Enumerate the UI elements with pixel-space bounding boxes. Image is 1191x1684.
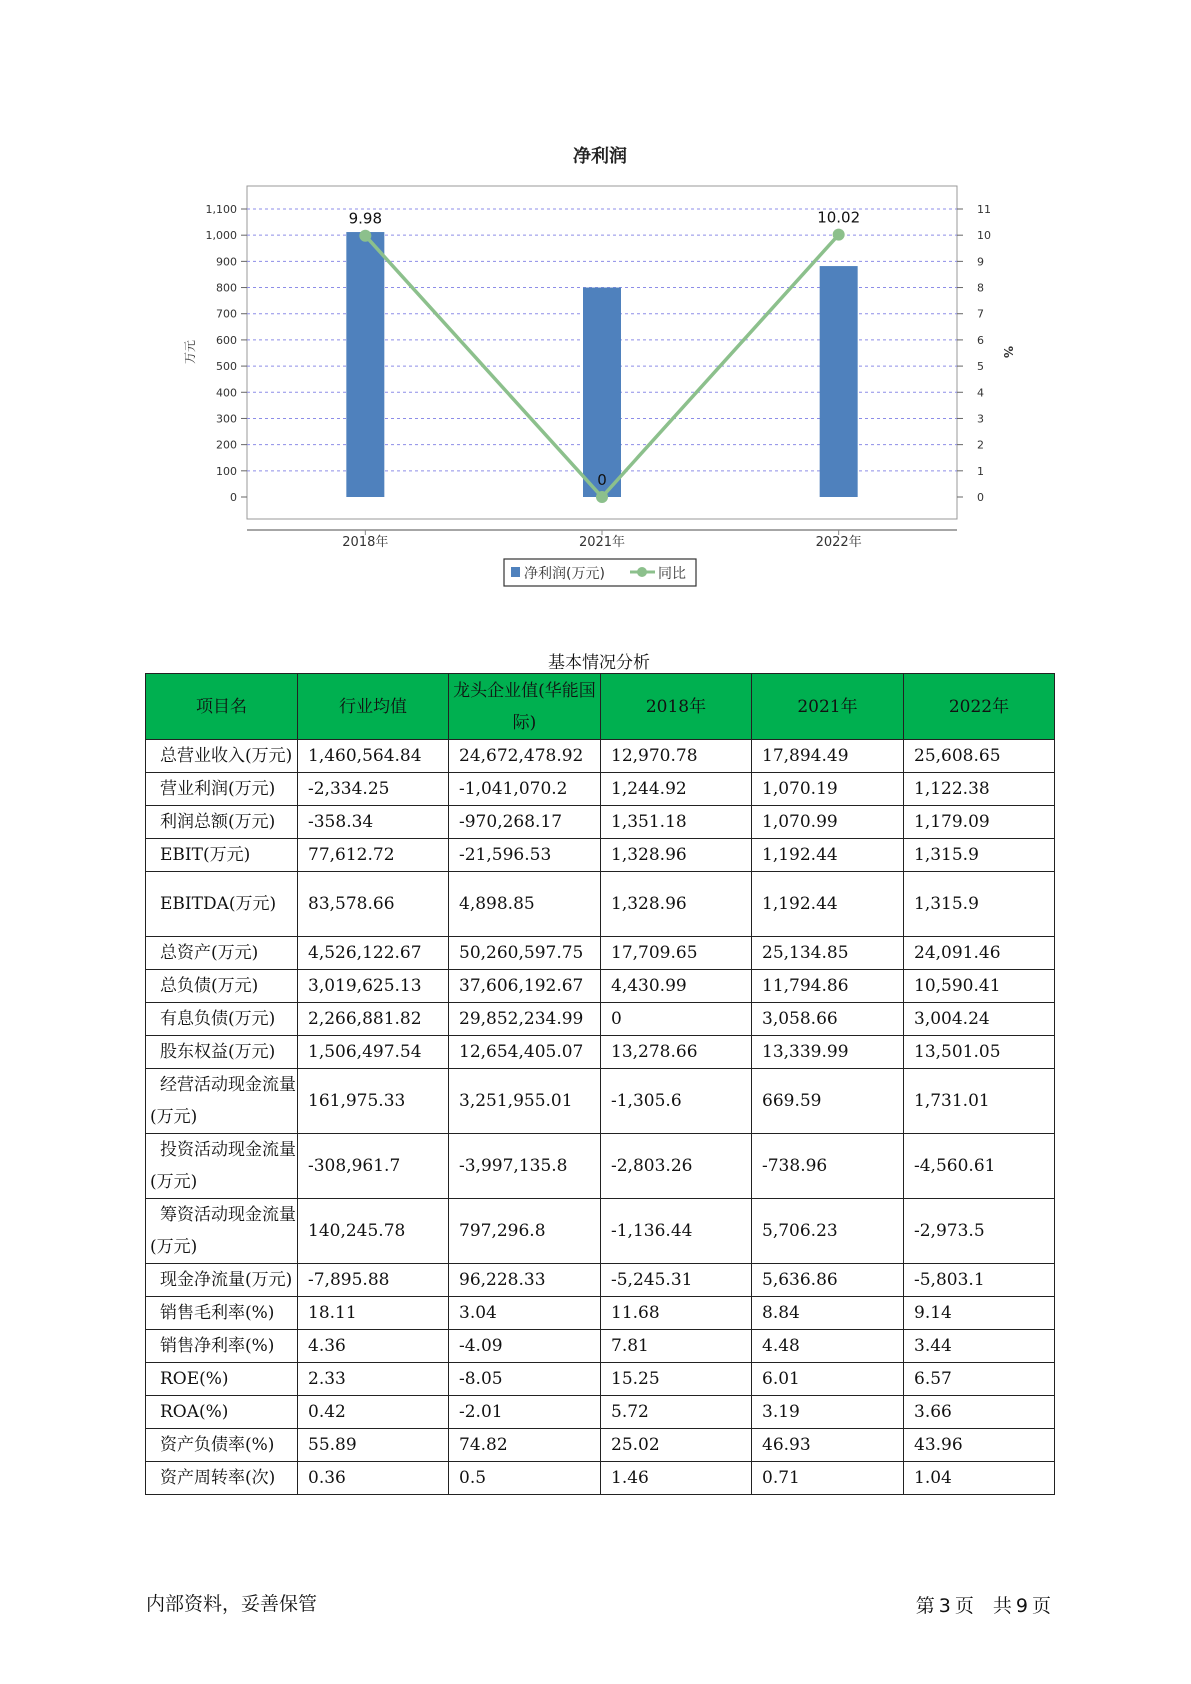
page-mid: 页 共 <box>954 1595 1012 1617</box>
table-row <box>146 740 1055 773</box>
table-cell: 0.5 <box>449 1462 601 1495</box>
table-cell: 1,179.09 <box>904 806 1055 839</box>
table-cell: 25,608.65 <box>904 740 1055 773</box>
table-row <box>146 773 1055 806</box>
table-cell: -2.01 <box>449 1396 601 1429</box>
left-tick-label: 100 <box>216 464 237 478</box>
table-cell: 17,894.49 <box>752 740 904 773</box>
right-tick-label: 9 <box>977 255 984 269</box>
table-cell: 9.14 <box>904 1297 1055 1330</box>
table-row <box>146 1429 1055 1462</box>
left-tick-label: 400 <box>216 386 237 400</box>
table-cell: 1,460,564.84 <box>298 740 449 773</box>
table-cell: 0 <box>601 1003 752 1036</box>
footer-confidential-note: 内部资料，妥善保管 <box>146 1593 318 1615</box>
table-cell: 18.11 <box>298 1297 449 1330</box>
table-cell: 4,898.85 <box>449 872 601 937</box>
table-cell: 77,612.72 <box>298 839 449 872</box>
bar-2022年 <box>820 266 858 497</box>
yoy-data-label: 0 <box>597 471 607 489</box>
table-row <box>146 1462 1055 1495</box>
left-axis-title: 万元 <box>183 339 197 365</box>
right-tick-label: 6 <box>977 333 984 347</box>
table-cell: 7.81 <box>601 1330 752 1363</box>
right-tick-label: 10 <box>977 229 991 243</box>
table-cell: 83,578.66 <box>298 872 449 937</box>
table-cell: 15.25 <box>601 1363 752 1396</box>
left-tick-label: 500 <box>216 360 237 374</box>
table-row <box>146 1003 1055 1036</box>
table-row-label: 销售净利率(%) <box>146 1330 298 1363</box>
table-row <box>146 1036 1055 1069</box>
table-cell: -1,041,070.2 <box>449 773 601 806</box>
table-cell: -4,560.61 <box>904 1134 1055 1199</box>
table-row-label: 销售毛利率(%) <box>146 1297 298 1330</box>
table-row-label: 筹资活动现金流量(万元) <box>146 1199 298 1264</box>
table-row <box>146 937 1055 970</box>
table-row <box>146 1330 1055 1363</box>
table-cell: 1,731.01 <box>904 1069 1055 1134</box>
left-tick-label: 200 <box>216 438 237 452</box>
table-cell: 0.36 <box>298 1462 449 1495</box>
table-cell: 17,709.65 <box>601 937 752 970</box>
table-cell: 0.42 <box>298 1396 449 1429</box>
table-cell: 1,192.44 <box>752 839 904 872</box>
table-row-label: 投资活动现金流量(万元) <box>146 1134 298 1199</box>
page-suffix: 页 <box>1031 1595 1051 1617</box>
table-cell: 6.01 <box>752 1363 904 1396</box>
left-tick-label: 800 <box>216 281 237 295</box>
table-row-label: ROE(%) <box>146 1363 298 1396</box>
table-row-label: 总资产(万元) <box>146 937 298 970</box>
table-cell: -1,305.6 <box>601 1069 752 1134</box>
table-cell: 43.96 <box>904 1429 1055 1462</box>
table-cell: 1,328.96 <box>601 839 752 872</box>
footer-page-number <box>914 1591 1053 1618</box>
page-prefix: 第 <box>915 1595 935 1617</box>
yoy-point <box>596 491 608 503</box>
table-row-label: 现金净流量(万元) <box>146 1264 298 1297</box>
table-cell: 12,654,405.07 <box>449 1036 601 1069</box>
chart-title: 净利润 <box>573 146 627 167</box>
table-cell: -358.34 <box>298 806 449 839</box>
table-cell: 13,501.05 <box>904 1036 1055 1069</box>
table-cell: 4,430.99 <box>601 970 752 1003</box>
table-cell: 6.57 <box>904 1363 1055 1396</box>
table-caption: 基本情况分析 <box>548 653 650 673</box>
table-cell: 55.89 <box>298 1429 449 1462</box>
legend-line-marker <box>637 567 647 577</box>
table-cell: 5,636.86 <box>752 1264 904 1297</box>
basic-analysis-table <box>145 673 1055 1495</box>
legend-line-label: 同比 <box>658 566 686 582</box>
table-cell: 37,606,192.67 <box>449 970 601 1003</box>
left-tick-label: 1,100 <box>205 203 237 216</box>
table-row-label: 有息负债(万元) <box>146 1003 298 1036</box>
table-cell: 13,339.99 <box>752 1036 904 1069</box>
table-cell: -7,895.88 <box>298 1264 449 1297</box>
right-tick-label: 3 <box>977 412 984 426</box>
table-cell: 1,315.9 <box>904 872 1055 937</box>
table-cell: 3,251,955.01 <box>449 1069 601 1134</box>
table-cell: 0.71 <box>752 1462 904 1495</box>
table-row <box>146 1069 1055 1134</box>
table-cell: 24,091.46 <box>904 937 1055 970</box>
table-row <box>146 806 1055 839</box>
right-tick-label: 7 <box>977 307 984 321</box>
table-row <box>146 970 1055 1003</box>
table-cell: 74.82 <box>449 1429 601 1462</box>
table-cell: 2.33 <box>298 1363 449 1396</box>
table-row <box>146 1297 1055 1330</box>
table-cell: 3.04 <box>449 1297 601 1330</box>
table-cell: 50,260,597.75 <box>449 937 601 970</box>
table-row <box>146 872 1055 937</box>
table-cell: -5,245.31 <box>601 1264 752 1297</box>
left-tick-label: 300 <box>216 412 237 426</box>
legend-bar-swatch <box>511 567 520 577</box>
right-tick-label: 8 <box>977 281 984 295</box>
table-row <box>146 1199 1055 1264</box>
table-row-label: 总负债(万元) <box>146 970 298 1003</box>
table-cell: 25,134.85 <box>752 937 904 970</box>
table-cell: -3,997,135.8 <box>449 1134 601 1199</box>
right-axis-title: % <box>1001 345 1015 359</box>
table-cell: 3.44 <box>904 1330 1055 1363</box>
table-cell: 5.72 <box>601 1396 752 1429</box>
table-cell: 5,706.23 <box>752 1199 904 1264</box>
table-cell: 1,070.99 <box>752 806 904 839</box>
right-tick-label: 4 <box>977 386 984 400</box>
table-cell: 1,351.18 <box>601 806 752 839</box>
table-cell: 12,970.78 <box>601 740 752 773</box>
table-cell: 1,506,497.54 <box>298 1036 449 1069</box>
table-row-label: 营业利润(万元) <box>146 773 298 806</box>
table-row-label: 总营业收入(万元) <box>146 740 298 773</box>
table-cell: 669.59 <box>752 1069 904 1134</box>
right-tick-label: 11 <box>977 203 991 216</box>
table-cell: 46.93 <box>752 1429 904 1462</box>
bar-2018年 <box>346 232 384 497</box>
table-row <box>146 1134 1055 1199</box>
table-cell: 1,192.44 <box>752 872 904 937</box>
right-tick-label: 2 <box>977 438 984 452</box>
table-row-label: 资产负债率(%) <box>146 1429 298 1462</box>
table-cell: -5,803.1 <box>904 1264 1055 1297</box>
table-cell: 1,244.92 <box>601 773 752 806</box>
table-cell: 4.48 <box>752 1330 904 1363</box>
table-cell: 25.02 <box>601 1429 752 1462</box>
table-cell: -21,596.53 <box>449 839 601 872</box>
table-row-label: 资产周转率(次) <box>146 1462 298 1495</box>
table-row-label: ROA(%) <box>146 1396 298 1429</box>
table-row <box>146 839 1055 872</box>
table-row <box>146 1264 1055 1297</box>
net-profit-chart <box>0 0 1191 600</box>
table-cell: 29,852,234.99 <box>449 1003 601 1036</box>
table-cell: 2,266,881.82 <box>298 1003 449 1036</box>
right-tick-label: 5 <box>977 360 984 374</box>
table-cell: 140,245.78 <box>298 1199 449 1264</box>
table-header-cell: 2022年 <box>904 674 1055 740</box>
table-row-label: EBITDA(万元) <box>146 872 298 937</box>
table-row-label: 经营活动现金流量(万元) <box>146 1069 298 1134</box>
table-cell: 11,794.86 <box>752 970 904 1003</box>
table-cell: -308,961.7 <box>298 1134 449 1199</box>
table-cell: 3.19 <box>752 1396 904 1429</box>
page-current: 3 <box>938 1595 951 1617</box>
yoy-point <box>359 230 371 242</box>
table-cell: 13,278.66 <box>601 1036 752 1069</box>
table-cell: 24,672,478.92 <box>449 740 601 773</box>
table-cell: 1,315.9 <box>904 839 1055 872</box>
table-cell: -8.05 <box>449 1363 601 1396</box>
yoy-data-label: 10.02 <box>817 208 861 227</box>
table-cell: 96,228.33 <box>449 1264 601 1297</box>
table-cell: 4.36 <box>298 1330 449 1363</box>
table-cell: -970,268.17 <box>449 806 601 839</box>
table-cell: 3.66 <box>904 1396 1055 1429</box>
table-header-cell: 2021年 <box>752 674 904 740</box>
table-header-cell: 项目名 <box>146 674 298 740</box>
table-cell: 3,004.24 <box>904 1003 1055 1036</box>
page-total: 9 <box>1015 1595 1028 1617</box>
table-cell: -738.96 <box>752 1134 904 1199</box>
left-tick-label: 1,000 <box>205 229 237 243</box>
table-row-label: 利润总额(万元) <box>146 806 298 839</box>
left-tick-label: 0 <box>230 491 237 504</box>
table-row <box>146 1396 1055 1429</box>
table-cell: 1,122.38 <box>904 773 1055 806</box>
table-cell: 10,590.41 <box>904 970 1055 1003</box>
x-tick-label: 2021年 <box>578 535 626 550</box>
table-cell: 1,328.96 <box>601 872 752 937</box>
legend-bar-label: 净利润(万元) <box>524 566 605 582</box>
table-cell: 3,058.66 <box>752 1003 904 1036</box>
table-header-cell: 龙头企业值(华能国际) <box>449 674 601 740</box>
left-tick-label: 700 <box>216 307 237 321</box>
table-row-label: 股东权益(万元) <box>146 1036 298 1069</box>
table-cell: 4,526,122.67 <box>298 937 449 970</box>
table-row <box>146 1363 1055 1396</box>
right-tick-label: 0 <box>977 491 984 504</box>
table-cell: 8.84 <box>752 1297 904 1330</box>
table-header-row <box>146 674 1055 740</box>
x-tick-label: 2018年 <box>342 535 389 550</box>
left-tick-label: 900 <box>216 255 237 269</box>
table-header-cell: 2018年 <box>601 674 752 740</box>
table-cell: 1.04 <box>904 1462 1055 1495</box>
table-cell: 3,019,625.13 <box>298 970 449 1003</box>
bar-2021年 <box>583 288 621 497</box>
chart-legend <box>504 559 696 586</box>
x-tick-label: 2022年 <box>815 535 862 550</box>
table-cell: -2,334.25 <box>298 773 449 806</box>
table-cell: 11.68 <box>601 1297 752 1330</box>
yoy-data-label: 9.98 <box>348 209 383 228</box>
table-cell: -2,803.26 <box>601 1134 752 1199</box>
table-cell: 1,070.19 <box>752 773 904 806</box>
table-cell: 797,296.8 <box>449 1199 601 1264</box>
table-cell: -2,973.5 <box>904 1199 1055 1264</box>
right-tick-label: 1 <box>977 464 984 478</box>
table-cell: 1.46 <box>601 1462 752 1495</box>
table-cell: 161,975.33 <box>298 1069 449 1134</box>
left-tick-label: 600 <box>216 333 237 347</box>
table-cell: -1,136.44 <box>601 1199 752 1264</box>
table-cell: -4.09 <box>449 1330 601 1363</box>
table-row-label: EBIT(万元) <box>146 839 298 872</box>
yoy-point <box>833 229 845 241</box>
table-header-cell: 行业均值 <box>298 674 449 740</box>
